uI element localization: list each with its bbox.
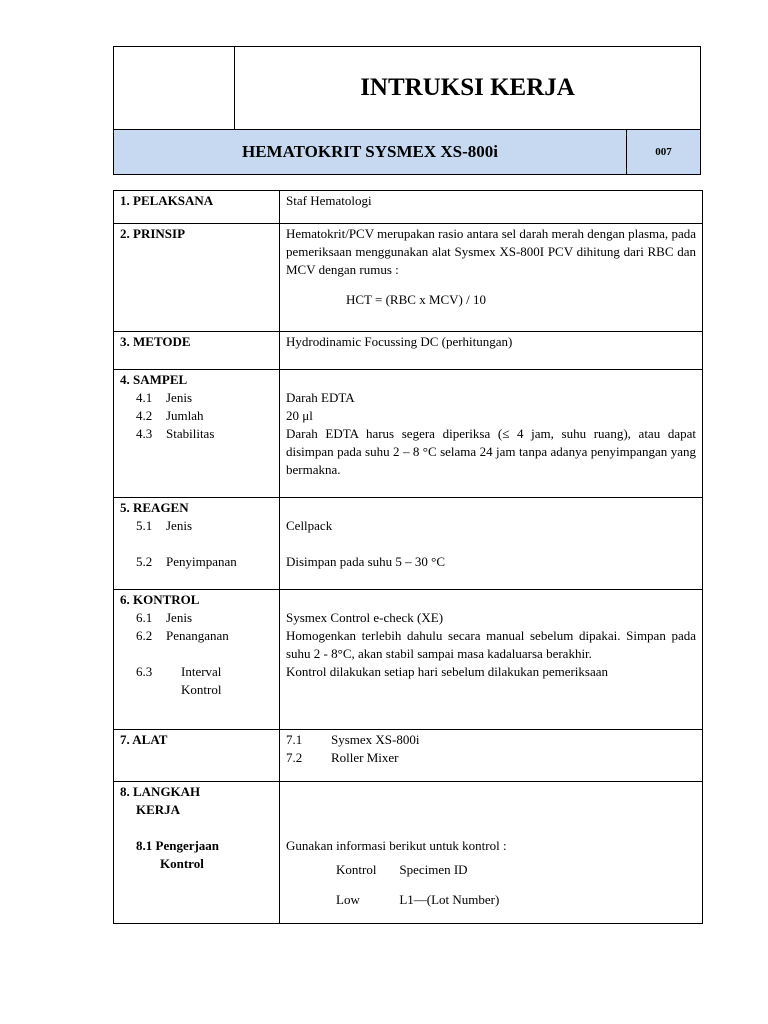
reagen-item: 5.1 Jenis <box>136 518 192 533</box>
label-prinsip: 2. PRINSIP <box>114 224 280 332</box>
row-kontrol <box>114 590 703 730</box>
hct-formula: HCT = (RBC x MCV) / 10 <box>346 292 486 307</box>
value-sampel <box>280 370 703 498</box>
prinsip-text: Hematokrit/PCV merupakan rasio antara sel darah merah dengan plasma, pada pemeriksaan menggunakan alat Sysmex XS-800I PCV dihitung dari RBC dan MCV dengan rumus : <box>286 226 696 277</box>
label-kontrol <box>114 590 280 730</box>
logo-placeholder <box>114 47 235 129</box>
alat-item: 7.1 Sysmex XS-800i <box>286 732 420 747</box>
langkah-title: 8. LANGKAH <box>120 784 201 799</box>
row-sampel <box>114 370 703 498</box>
label-metode: 3. METODE <box>114 332 280 370</box>
row-alat <box>114 730 703 782</box>
langkah-sub-cont: Kontrol <box>160 856 204 871</box>
sampel-item: 4.2 Jumlah <box>136 408 204 423</box>
document-title: INTRUKSI KERJA <box>360 74 575 101</box>
label-langkah-kerja <box>114 782 280 924</box>
value-metode: Hydrodinamic Focussing DC (perhitungan) <box>280 332 703 370</box>
value-langkah-kerja <box>280 782 703 924</box>
sampel-jenis: Darah EDTA <box>286 390 355 405</box>
row-pelaksana <box>114 191 703 224</box>
reagen-jenis: Cellpack <box>286 518 333 533</box>
row-low-kontrol: Low <box>336 892 360 907</box>
value-reagen <box>280 498 703 590</box>
label-reagen <box>114 498 280 590</box>
value-kontrol <box>280 590 703 730</box>
label-pelaksana: 1. PELAKSANA <box>114 191 280 224</box>
kontrol-jenis: Sysmex Control e-check (XE) <box>286 610 444 625</box>
col-kontrol-header: Kontrol <box>336 862 377 877</box>
value-alat <box>280 730 703 782</box>
kontrol-info-table <box>336 855 556 909</box>
kontrol-item: 6.1 Jenis <box>136 610 192 625</box>
row-langkah-kerja <box>114 782 703 924</box>
kontrol-item: 6.3 Interval <box>136 664 222 679</box>
value-pelaksana: Staf Hematologi <box>280 191 703 224</box>
document-header <box>113 46 701 175</box>
kontrol-item-cont: Kontrol <box>181 682 222 697</box>
reagen-title: 5. REAGEN <box>120 500 189 515</box>
row-prinsip <box>114 224 703 332</box>
row-reagen <box>114 498 703 590</box>
kontrol-intro: Gunakan informasi berikut untuk kontrol : <box>286 838 507 853</box>
kontrol-item: 6.2 Penanganan <box>136 628 229 643</box>
row-low-specimen: L1—(Lot Number) <box>399 892 500 907</box>
procedure-table <box>113 190 703 924</box>
col-specimen-header: Specimen ID <box>399 862 468 877</box>
sampel-stabilitas: Darah EDTA harus segera diperiksa (≤ 4 jam, suhu ruang), atau dapat disimpan pada suhu 2 – 8 °C selama 24 jam tanpa adanya penyimpangan yang bermakna. <box>286 426 696 477</box>
sampel-item: 4.1 Jenis <box>136 390 192 405</box>
kontrol-penanganan: Homogenkan terlebih dahulu secara manual sebelum dipakai. Simpan pada suhu 2 - 8°C, akan stabil sampai masa kadaluarsa berakhir. <box>286 628 696 661</box>
subtitle-row <box>114 129 700 174</box>
langkah-sub: 8.1 Pengerjaan <box>136 838 220 853</box>
row-metode <box>114 332 703 370</box>
document-subtitle: HEMATOKRIT SYSMEX XS-800i <box>114 130 627 174</box>
kontrol-interval: Kontrol dilakukan setiap hari sebelum dilakukan pemeriksaan <box>286 664 609 679</box>
alat-item: 7.2 Roller Mixer <box>286 750 399 765</box>
value-prinsip <box>280 224 703 332</box>
sampel-item: 4.3 Stabilitas <box>136 426 215 441</box>
reagen-item: 5.2 Penyimpanan <box>136 554 237 569</box>
reagen-penyimpanan: Disimpan pada suhu 5 – 30 °C <box>286 554 446 569</box>
langkah-title-cont: KERJA <box>136 802 181 817</box>
label-sampel <box>114 370 280 498</box>
sampel-jumlah: 20 μl <box>286 408 313 423</box>
sampel-title: 4. SAMPEL <box>120 372 188 387</box>
kontrol-title: 6. KONTROL <box>120 592 200 607</box>
document-number: 007 <box>655 146 672 158</box>
label-alat: 7. ALAT <box>114 730 280 782</box>
